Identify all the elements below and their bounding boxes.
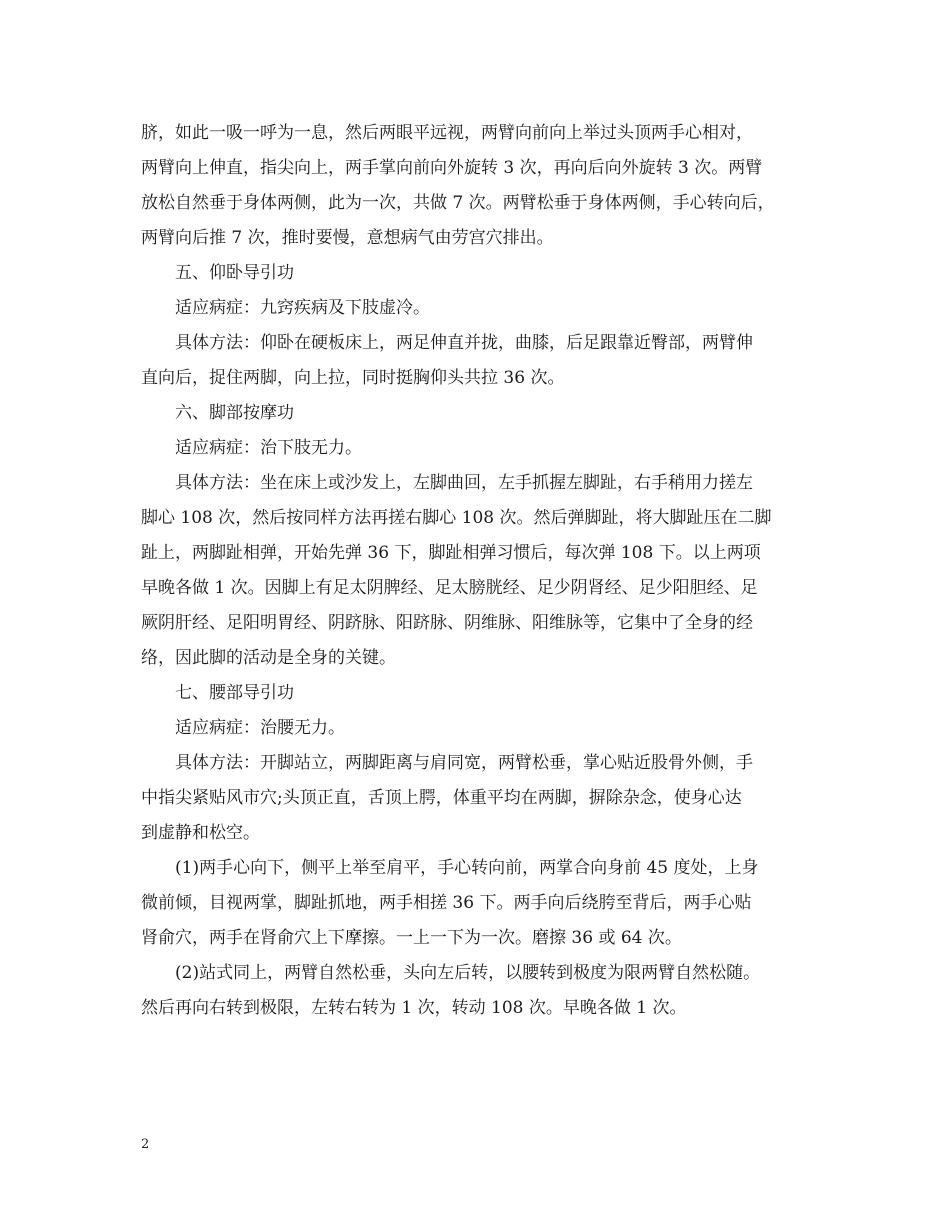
text-line: 六、脚部按摩功 [175,403,294,423]
text-line: 五、仰卧导引功 [175,263,294,283]
text-line: 两臂向上伸直，指尖向上，两手掌向前向外旋转 3 次，再向后向外旋转 3 次。两臂 [141,158,763,178]
text-line: 络，因此脚的活动是全身的关键。 [141,648,396,668]
text-line: (2)站式同上，两臂自然松垂，头向左后转，以腰转到极度为限两臂自然松随。 [175,963,761,983]
paragraph [141,291,825,326]
paragraph [141,116,825,256]
text-line: 适应病症：治下肢无力。 [175,438,362,458]
text-line: 两臂向后推 7 次，推时要慢，意想病气由劳宫穴排出。 [141,228,554,248]
text-line: 七、腰部导引功 [175,683,294,703]
text-line: 具体方法：仰卧在硬板床上，两足伸直并拢，曲膝，后足跟靠近臀部，两臂伸 [175,333,753,353]
text-line: 放松自然垂于身体两侧，此为一次，共做 7 次。两臂松垂于身体两侧，手心转向后， [141,193,775,213]
text-line: 适应病症：九窍疾病及下肢虚冷。 [175,298,430,318]
text-line: 早晚各做 1 次。因脚上有足太阴脾经、足太膀胱经、足少阴肾经、足少阳胆经、足 [141,578,758,598]
text-line: 具体方法：坐在床上或沙发上，左脚曲回，左手抓握左脚趾，右手稍用力搓左 [175,473,753,493]
paragraph [141,466,825,676]
text-line: 然后再向右转到极限，左转右转为 1 次，转动 108 次。早晚各做 1 次。 [141,998,687,1018]
text-line: 到虚静和松空。 [141,823,260,843]
paragraph [141,326,825,396]
text-line: 脚心 108 次，然后按同样方法再搓右脚心 108 次。然后弹脚趾，将大脚趾压在二脚 [141,508,772,528]
text-line: 中指尖紧贴风市穴;头顶正直，舌顶上腭，体重平均在两脚，摒除杂念，使身心达 [141,788,742,808]
text-line: 适应病症：治腰无力。 [175,718,345,738]
paragraph [141,676,825,711]
paragraph [141,431,825,466]
text-line: 具体方法：开脚站立，两脚距离与肩同宽，两臂松垂，掌心贴近股骨外侧，手 [175,753,753,773]
text-line: 脐，如此一吸一呼为一息，然后两眼平远视，两臂向前向上举过头顶两手心相对， [141,123,753,143]
text-line: 厥阴肝经、足阳明胃经、阴跻脉、阳跻脉、阴维脉、阳维脉等，它集中了全身的经 [141,613,753,633]
text-line: 直向后，捉住两脚，向上拉，同时挺胸仰头共拉 36 次。 [141,368,565,388]
page-number: 2 [141,1137,150,1152]
document-body [141,116,825,1026]
paragraph [141,746,825,851]
paragraph [141,256,825,291]
text-line: (1)两手心向下，侧平上举至肩平，手心转向前，两掌合向身前 45 度处，上身 [175,858,759,878]
text-line: 微前倾，目视两掌，脚趾抓地，两手相搓 36 下。两手向后绕胯至背后，两手心贴 [141,893,752,913]
text-line: 趾上，两脚趾相弹，开始先弹 36 下，脚趾相弹习惯后，每次弹 108 下。以上两项 [141,543,761,563]
text-line: 肾俞穴，两手在肾俞穴上下摩擦。一上一下为一次。磨擦 36 或 64 次。 [141,928,682,948]
paragraph [141,711,825,746]
paragraph [141,956,825,1026]
paragraph [141,396,825,431]
paragraph [141,851,825,956]
